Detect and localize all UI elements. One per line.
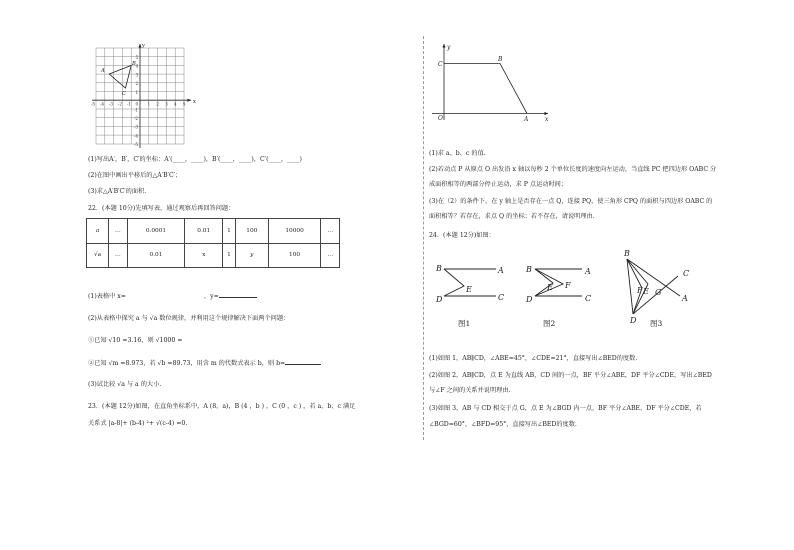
q22-part3-text: ①已知 √10 ≈3.16，则 √1000 ≈ [88, 337, 183, 344]
y-tick: 1 [135, 89, 139, 95]
q24-part2-line2: 与∠F 之间的关系并说明理由. [429, 387, 511, 394]
table-cell: … [109, 219, 127, 244]
point-label-b: B [132, 61, 136, 67]
x-tick: 0 [135, 101, 139, 107]
q22-intro: 22．(本题 10分)先填写表，通过观察后再回答问题： [88, 205, 235, 212]
table-cell: 1 [223, 219, 236, 244]
x-tick: -4 [100, 101, 105, 107]
x-axis-arrow-icon [188, 99, 192, 102]
y-tick: -2 [134, 116, 139, 121]
q24-part2-line1: (2)如图 2，AB∥CD，点 E 为直线 AB，CD 间的一点，BF 平分∠ABE，DF 平分∠CDE，写出∠BED [429, 372, 712, 379]
y-tick: -1 [134, 107, 139, 113]
x-tick: 2 [156, 101, 159, 107]
x-tick: 3 [165, 101, 168, 107]
table-cell: a [87, 219, 109, 244]
x-tick: 4 [173, 101, 177, 107]
point-label-a: A [524, 116, 529, 122]
fig2-caption: 图2 [543, 319, 556, 328]
q23-part3-line1: (3)在（2）的条件下，在 y 轴上是否存在一点 Q，连接 PQ，使三角形 CPQ 的面积与四边形 OABC 的 [429, 198, 713, 205]
q21-part3: (3)求△A′B′C′的面积. [88, 188, 147, 195]
q23-figure [428, 40, 558, 122]
x-tick: -5 [91, 101, 96, 107]
x-tick: -3 [109, 101, 114, 107]
point-label-o: O [438, 115, 443, 122]
point-label-c: C [122, 91, 126, 97]
fig1-label-e: E [466, 285, 472, 294]
fig2-label-f: F [565, 281, 571, 290]
triangle-abc [109, 65, 131, 88]
y-tick: -5 [134, 142, 139, 148]
x-tick: 5 [182, 101, 186, 107]
table-cell: x [185, 243, 223, 268]
fig3-label-b: B [624, 249, 630, 258]
q22-part1 [88, 292, 257, 300]
fig1-zigzag [444, 269, 464, 296]
column-divider [423, 36, 424, 440]
table-cell: 0.01 [185, 219, 223, 244]
fig1-label-a: A [498, 266, 504, 275]
fig1-label-d: D [436, 295, 443, 304]
fig2-label-e: E [547, 283, 553, 292]
fig2-label-c: C [585, 294, 592, 303]
table-cell: 10000 [268, 219, 321, 244]
q24-figures [430, 246, 700, 330]
y-axis-arrow-icon [442, 44, 445, 48]
table-cell: 0.01 [127, 243, 185, 268]
x-tick: -1 [127, 101, 132, 107]
q22-table [86, 218, 340, 268]
table-row [87, 219, 340, 244]
fig1-label-c: C [498, 293, 505, 302]
x-tick: -2 [118, 101, 123, 107]
y-tick: -4 [134, 133, 139, 139]
fig3-line-ba [627, 259, 680, 296]
axis-label-x: x [193, 99, 196, 105]
fig1-label-b: B [436, 264, 442, 273]
table-cell: … [321, 219, 340, 244]
point-label-c: C [438, 61, 443, 68]
q23-condition: 关系式 |a-8|+ (b-4) ²+ √(c-4) =0. [88, 420, 188, 427]
fig2-label-b: B [526, 265, 532, 274]
y-tick: -3 [134, 124, 139, 130]
table-cell: … [109, 243, 127, 268]
q24-part3-line1: (3)如图 3，AB 与 CD 相交于点 G，点 E 为∠BGD 内一点，BF 平分∠ABE，DF 平分∠CDE，若 [429, 405, 702, 412]
axis-label-y: y [447, 44, 451, 51]
q22-part5: (3)试比较 √a 与 a 的大小. [88, 381, 162, 388]
q22-x-label: (1)表格中 x= [88, 293, 126, 300]
fig2-label-a: A [585, 267, 591, 276]
quadrilateral-oabc [444, 64, 527, 114]
y-tick: 2 [135, 81, 139, 87]
table-cell: y [235, 243, 268, 268]
fig2-label-d: D [526, 295, 533, 304]
fig1-caption: 图1 [458, 319, 471, 328]
fig3-line-bd [627, 259, 633, 314]
q23-part2-line2: 成面积相等的两部分停止运动，求 P 点运动时间； [429, 181, 568, 188]
fig3-label-g: G [655, 288, 662, 297]
table-cell: … [321, 243, 340, 268]
fig3-label-e: E [643, 287, 649, 296]
q22-part4 [88, 359, 321, 367]
table-cell: 100 [235, 219, 268, 244]
table-cell: 1 [223, 243, 236, 268]
fig3-label-f: F [637, 286, 643, 295]
table-cell: √a [87, 243, 109, 268]
q24-part1: (1)如图 1，AB∥CD，∠ABE=45°，∠CDE=21°，直接写出∠BED的度数. [429, 355, 638, 362]
table-row [87, 243, 340, 268]
y-tick: 4 [135, 63, 139, 69]
point-label-b: B [498, 56, 503, 63]
answer-blank [219, 292, 257, 298]
y-tick: 3 [135, 72, 139, 78]
axis-label-x: x [545, 116, 549, 122]
q22-y-label: ，y= [203, 293, 219, 300]
table-cell: 0.0001 [127, 219, 185, 244]
axis-label-y: y [142, 43, 145, 49]
point-label-a: A [101, 68, 105, 74]
fig3-label-c: C [683, 269, 690, 278]
fig3-label-a: A [682, 294, 688, 303]
q23-intro: 23．(本题 12分)如图，在直角坐标系中，A (8，a)，B (4 ，b ) ，C (0 ，c ) ，若 a、b、c 满足 [88, 403, 356, 410]
q22-part3 [88, 337, 182, 344]
answer-blank [285, 359, 321, 365]
q21-coordinate-grid [88, 42, 200, 152]
fig3-caption: 图3 [650, 319, 663, 328]
q23-part2-line1: (2)若动点 P 从原点 O 出发沿 x 轴以每秒 2 个单位长度的速度向左运动，当直线 PC 把四边形 OABC 分 [429, 166, 717, 173]
q24-intro: 24．(本题 12分)如图： [429, 232, 495, 239]
fig3-label-d: D [630, 316, 637, 325]
q21-part2: (2)在图中画出平移后的△A′B′C′； [88, 172, 182, 179]
x-tick: 1 [147, 101, 151, 107]
q24-part3-line2: ∠BGD=60°，∠BFD=95°，直接写出∠BED的度数. [429, 421, 577, 428]
q21-part1: (1)写出A′，B′，C′的坐标：A′(____，____)，B′(____，____)，C′(____，____) [88, 156, 302, 163]
y-tick: 5 [135, 55, 139, 60]
q23-part3-line2: 面积相等？若存在，求点 Q 的坐标；若不存在，请说明理由. [429, 213, 595, 220]
table-cell: 100 [268, 243, 321, 268]
q23-part1: (1)求 a、b、c 的值. [429, 150, 486, 157]
x-axis-arrow-icon [545, 112, 549, 115]
q22-part4-text: ②已知 √m =8.973，若 √b =89.73，用含 m 的代数式表示 b，则 b= [88, 360, 286, 367]
q22-part2: (2)从表格中探究 a 与 √a 数位规律，并利用这个规律解决下面两个问题： [88, 315, 290, 322]
